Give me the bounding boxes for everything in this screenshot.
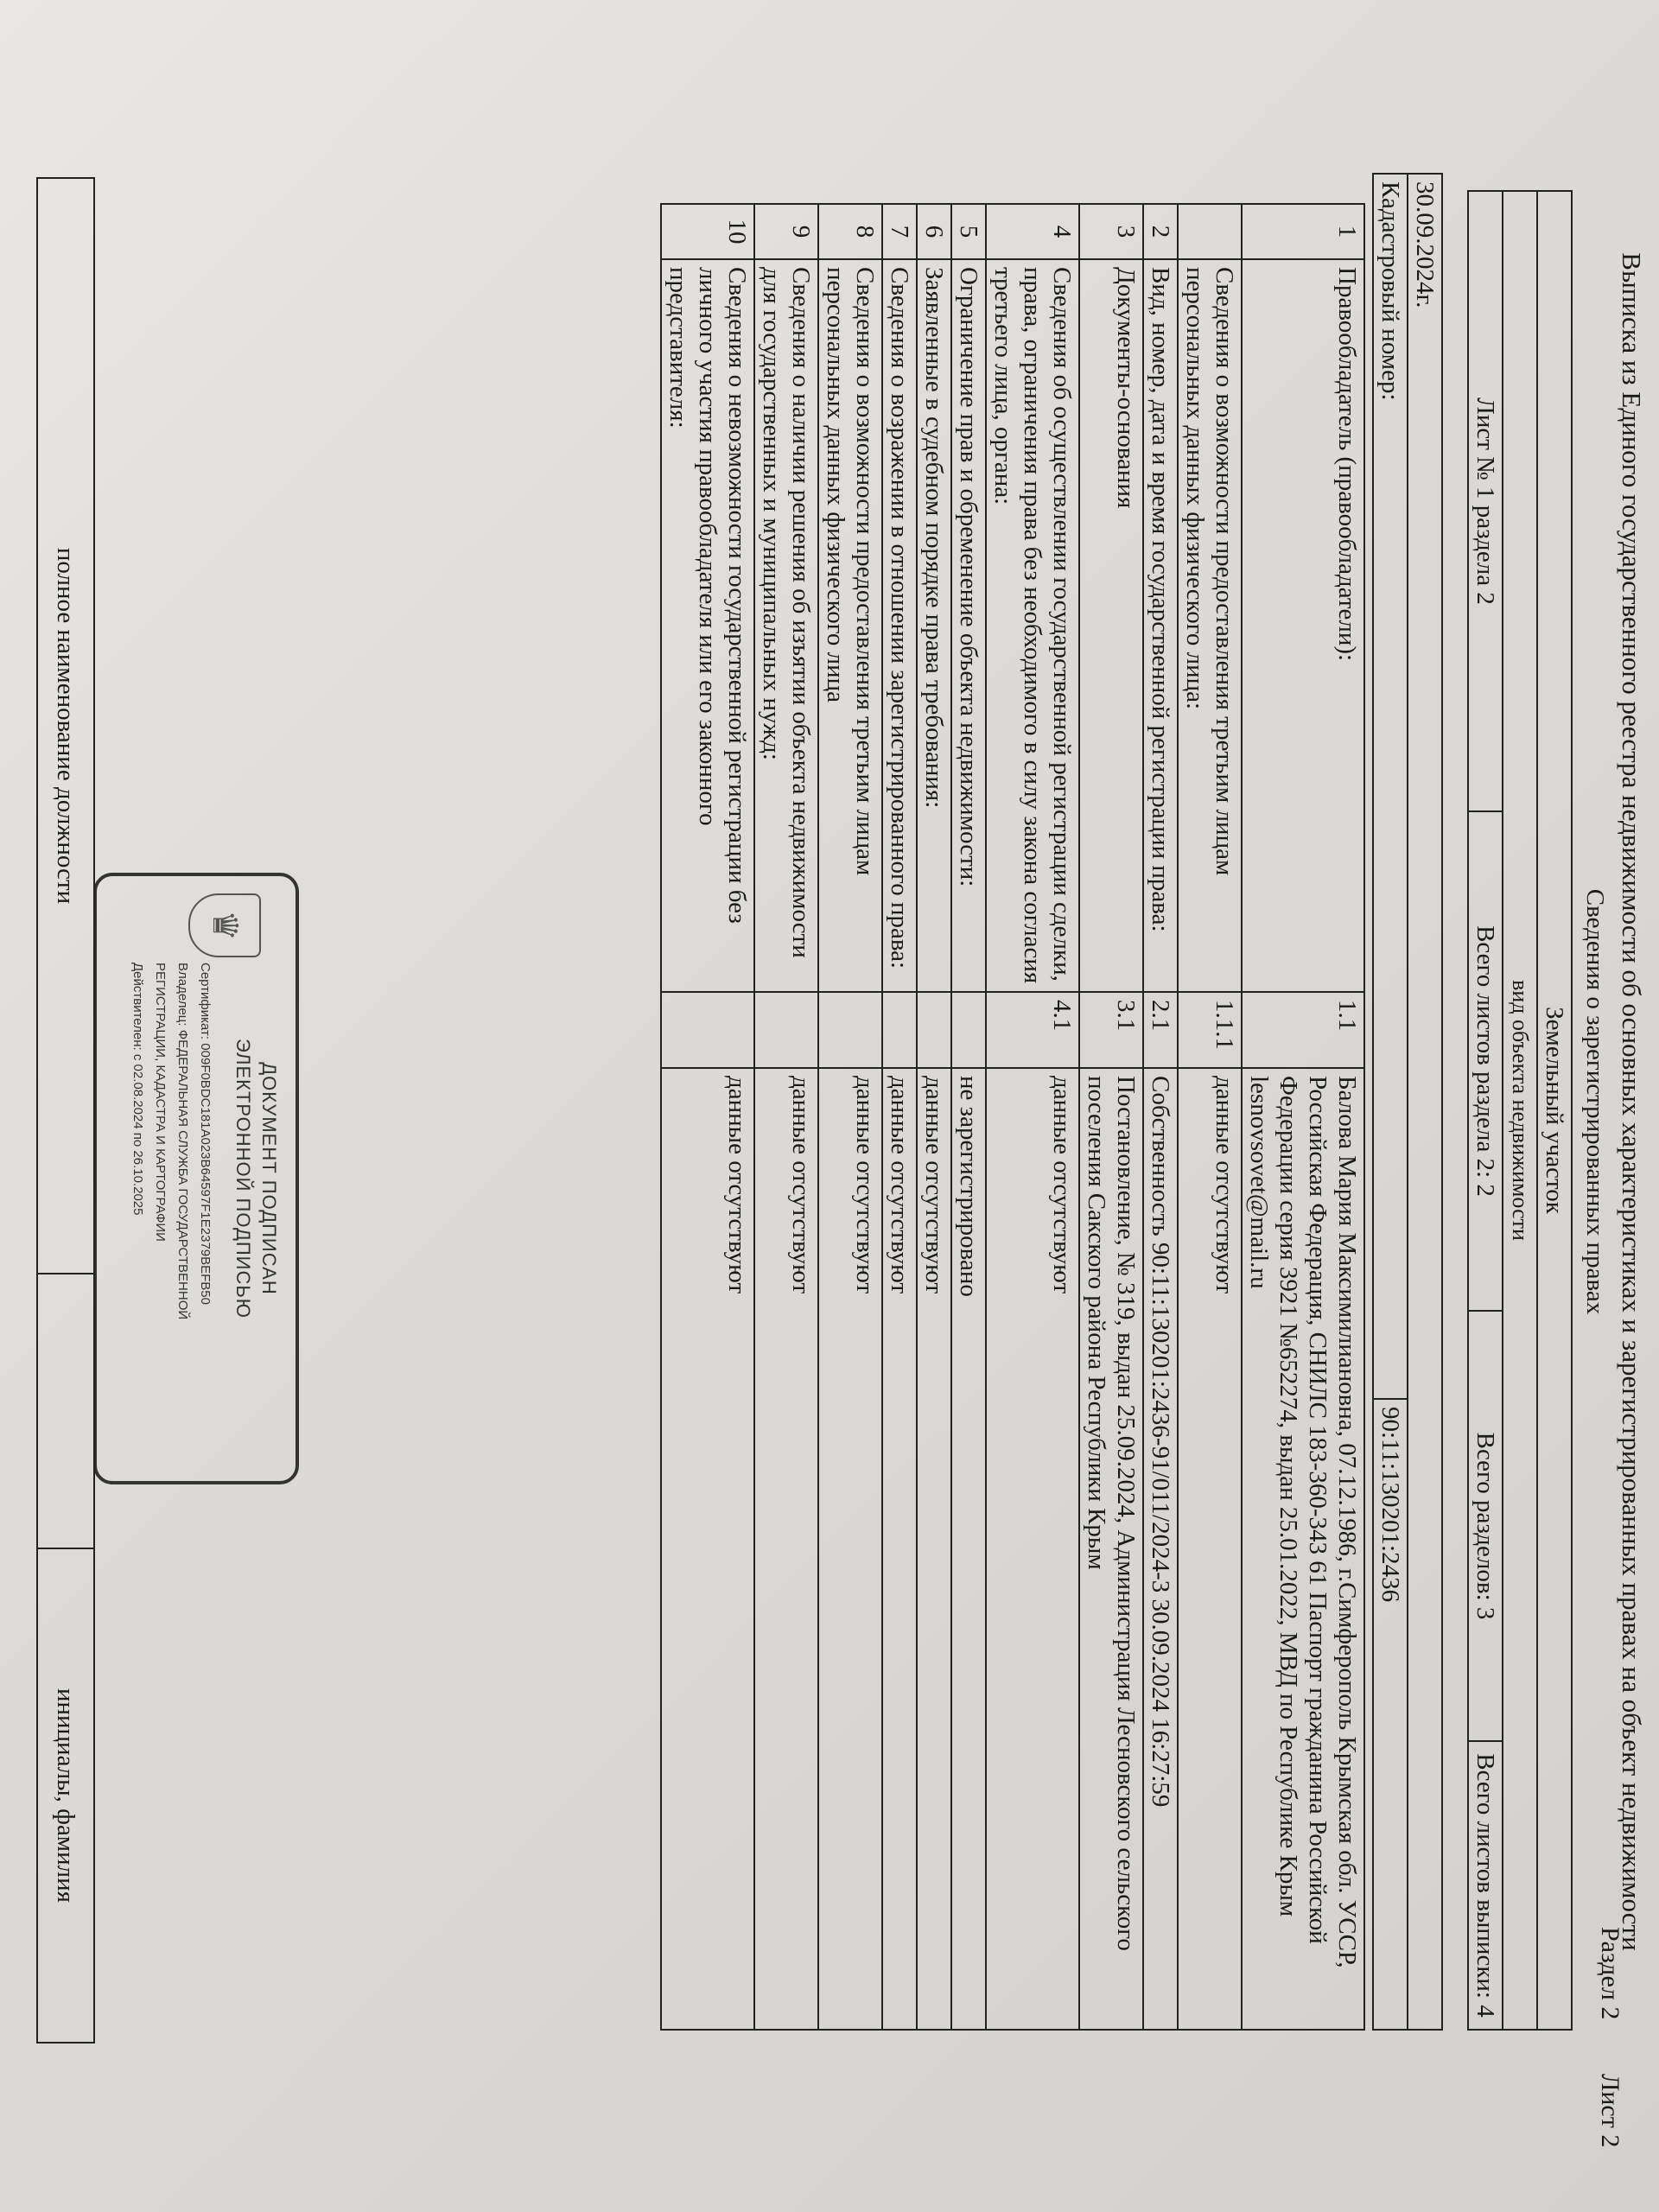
row-number [1178, 204, 1242, 259]
sections-total: Всего разделов: 3 [1468, 1311, 1503, 1741]
stamp-owner-line2: РЕГИСТРАЦИИ, КАДАСТРА И КАРТОГРАФИИ [153, 963, 168, 1242]
row-label: Сведения об осуществлении государственной регистрации сделки, права, ограничения права без необходимого в силу закона согласия третьего лица, органа: [986, 259, 1079, 992]
row-value: данные отсутствуют [986, 1068, 1079, 2030]
stamp-line-signed: ДОКУМЕНТ ПОДПИСАН [258, 1062, 280, 1295]
row-number: 2 [1143, 204, 1178, 259]
rights-row [986, 204, 1079, 2030]
extract-date: 30.09.2024г. [1408, 174, 1442, 2030]
cadastral-number: 90:11:130201:2436 [1373, 1399, 1408, 2030]
signature-table [36, 177, 95, 2044]
row-label: Сведения о возможности предоставления третьим лицам персональных данных физического лица [818, 259, 882, 992]
row-number: 7 [882, 204, 917, 259]
row-subnumber [882, 992, 917, 1068]
row-label: Сведения о возражении в отношении зарегистрированного права: [882, 259, 917, 992]
rights-row [917, 204, 951, 2030]
row-number: 6 [917, 204, 951, 259]
position-caption: полное наименование должности [37, 178, 94, 1274]
row-subnumber: 4.1 [986, 992, 1079, 1068]
object-type: Земельный участок [1537, 191, 1572, 2030]
electronic-signature-stamp [93, 873, 299, 1484]
row-number: 10 [661, 204, 754, 259]
row-number: 4 [986, 204, 1079, 259]
name-caption: инициалы, фамилия [37, 1548, 94, 2043]
rights-row [1143, 204, 1178, 2030]
row-value: не зарегистрировано [951, 1068, 986, 2030]
row-subnumber [754, 992, 818, 1068]
row-value: данные отсутствуют [661, 1068, 754, 2030]
row-subnumber [951, 992, 986, 1068]
row-subnumber [818, 992, 882, 1068]
row-subnumber [917, 992, 951, 1068]
row-label: Сведения о невозможности государственной регистрации без личного участия правообладателя или его законного представителя: [661, 259, 754, 992]
row-value: данные отсутствуют [1178, 1068, 1242, 2030]
document-subtitle: Сведения о зарегистрированных правах [1581, 888, 1609, 1315]
rights-row [1178, 204, 1242, 2030]
rights-row [1079, 204, 1143, 2030]
row-label: Заявленные в судебном порядке права требования: [917, 259, 951, 992]
row-number: 3 [1079, 204, 1143, 259]
rights-row [818, 204, 882, 2030]
rights-row [754, 204, 818, 2030]
row-label: Сведения о наличии решения об изъятии объекта недвижимости для государственных и муниципальных нужд: [754, 259, 818, 992]
row-value: Собственность 90:11:130201:2436-91/011/2024-3 30.09.2024 16:27:59 [1143, 1068, 1178, 2030]
row-number: 9 [754, 204, 818, 259]
object-header-table [1467, 190, 1573, 2031]
row-subnumber: 1.1 [1242, 992, 1364, 1068]
sheet-reference: Лист 2 [1596, 2074, 1624, 2148]
row-value: Постановление, № 319, выдан 25.09.2024, Администрация Лесновского сельского поселения Сакского района Республики Крым [1079, 1068, 1143, 2030]
stamp-validity: Действителен: с 02.08.2024 по 26.10.2025 [130, 963, 145, 1216]
rights-row [1242, 204, 1364, 2030]
date-cadastral-table [1372, 173, 1443, 2031]
stamp-certificate: Сертификат: 009F0BDC181A023B64597F1E2379BEFB50 [198, 963, 213, 1305]
row-number: 5 [951, 204, 986, 259]
sheets-total: Всего листов выписки: 4 [1468, 1741, 1503, 2030]
row-label: Ограничение прав и обременение объекта недвижимости: [951, 259, 986, 992]
object-type-caption: вид объекта недвижимости [1503, 191, 1537, 2030]
sheets-in-section: Всего листов раздела 2: 2 [1468, 811, 1503, 1311]
rights-table [660, 203, 1365, 2031]
sheet-label: Лист № 1 раздела 2 [1468, 191, 1503, 811]
row-label: Сведения о возможности предоставления третьим лицам персональных данных физического лица: [1178, 259, 1242, 992]
section-reference: Раздел 2 [1596, 1927, 1624, 2020]
row-label: Вид, номер, дата и время государственной регистрации права: [1143, 259, 1178, 992]
stamp-line-esign: ЭЛЕКТРОННОЙ ПОДПИСЬЮ [232, 1038, 254, 1319]
rights-row [661, 204, 754, 2030]
row-number: 8 [818, 204, 882, 259]
rights-row [951, 204, 986, 2030]
row-value: Балова Мария Максимилиановна, 07.12.1986, г.Симферополь Крымская обл. УССР, Российская Федерация, СНИЛС 183-360-343 61 Паспорт гражданина Российской Федерации серия 3921 №652274, выдан 25.01.2022, МВД по Республике Крым lesnovsovet@mail.ru [1242, 1068, 1364, 2030]
row-label: Правообладатель (правообладатели): [1242, 259, 1364, 992]
cadastral-label: Кадастровый номер: [1373, 174, 1408, 1399]
row-value: данные отсутствуют [818, 1068, 882, 2030]
stamp-owner-line1: Владелец: ФЕДЕРАЛЬНАЯ СЛУЖБА ГОСУДАРСТВЕННОЙ [175, 963, 190, 1320]
row-subnumber [661, 992, 754, 1068]
row-value: данные отсутствуют [882, 1068, 917, 2030]
row-label: Документы-основания [1079, 259, 1143, 992]
row-subnumber: 1.1.1 [1178, 992, 1242, 1068]
row-subnumber: 2.1 [1143, 992, 1178, 1068]
row-subnumber: 3.1 [1079, 992, 1143, 1068]
coat-of-arms-icon: ♛ [188, 893, 261, 957]
document-title: Выписка из Единого государственного реестра недвижимости об основных характеристиках и зарегистрированных правах на объект недвижимости [1617, 252, 1647, 1951]
row-value: данные отсутствуют [917, 1068, 951, 2030]
row-number: 1 [1242, 204, 1364, 259]
rights-row [882, 204, 917, 2030]
row-value: данные отсутствуют [754, 1068, 818, 2030]
